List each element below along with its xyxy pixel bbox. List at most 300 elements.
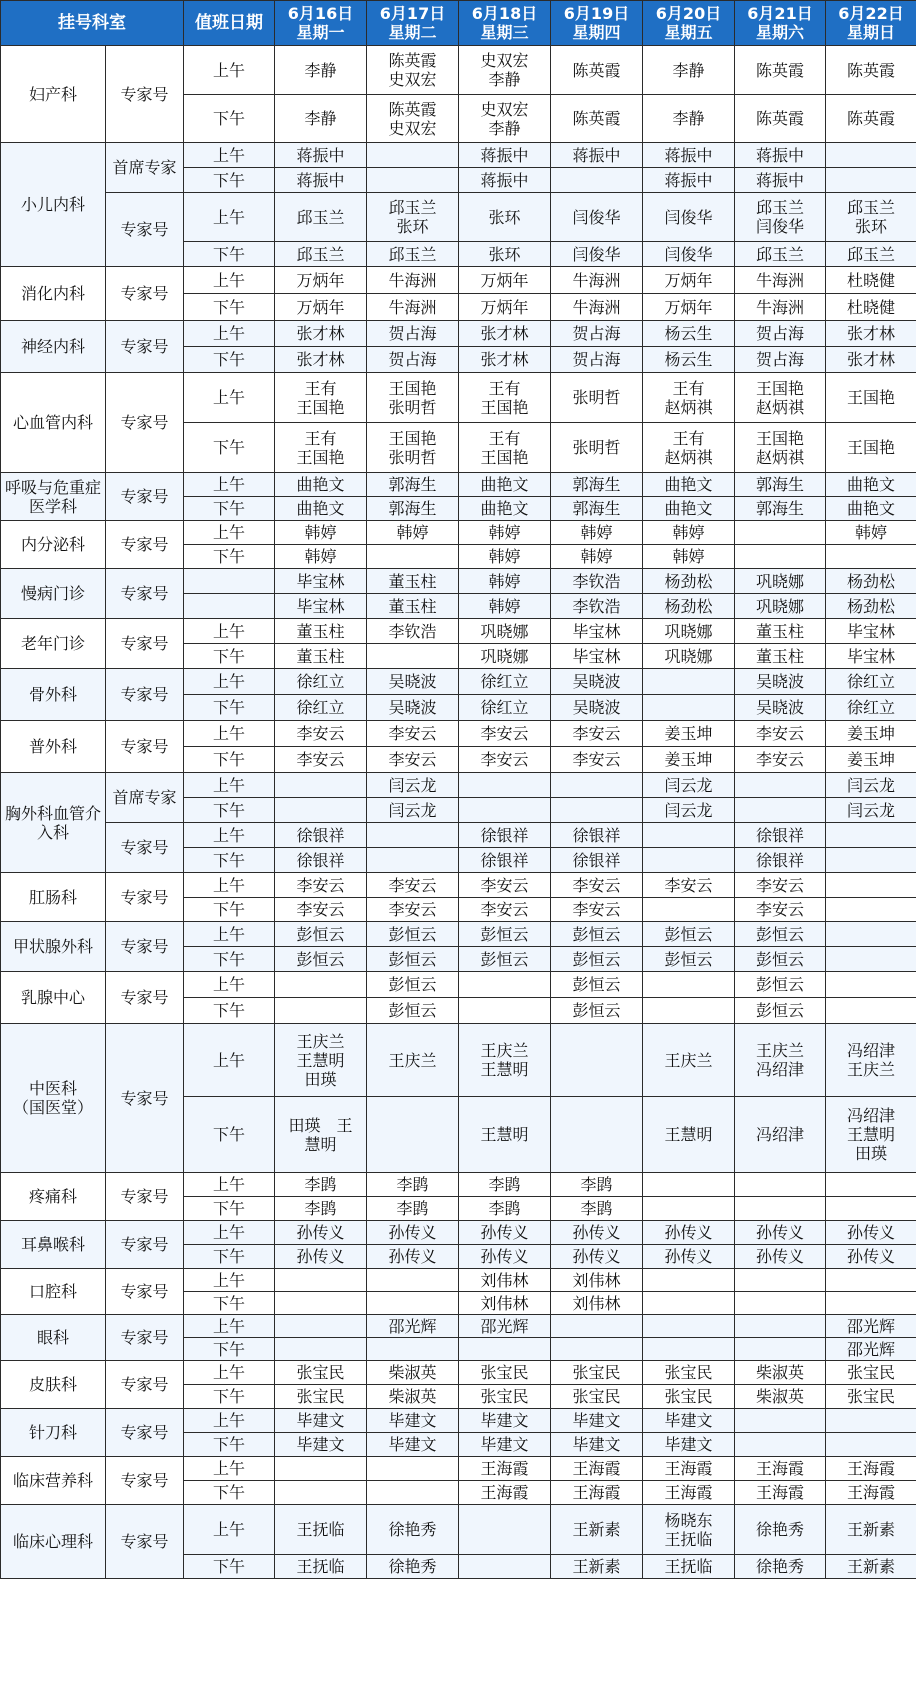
registration-type: 专家号 <box>106 569 184 619</box>
doctor-cell <box>735 545 826 569</box>
time-period: 上午 <box>184 972 275 998</box>
time-period: 下午 <box>184 747 275 773</box>
department-name: 慢病门诊 <box>1 569 106 619</box>
doctor-cell: 陈英霞 <box>735 95 826 143</box>
doctor-cell: 张宝民 <box>551 1361 643 1385</box>
doctor-cell: 彭恒云 <box>551 972 643 998</box>
doctor-cell: 王海霞 <box>551 1481 643 1505</box>
doctor-cell: 王庆兰 <box>643 1024 735 1097</box>
doctor-cell: 孙传义 <box>459 1245 551 1269</box>
doctor-cell: 李安云 <box>275 721 367 747</box>
doctor-cell: 韩婷 <box>643 545 735 569</box>
doctor-cell: 孙传义 <box>551 1245 643 1269</box>
doctor-cell: 韩婷 <box>275 545 367 569</box>
doctor-cell: 王抚临 <box>643 1555 735 1579</box>
doctor-cell: 闫俊华 <box>551 193 643 242</box>
doctor-cell <box>826 1409 916 1433</box>
time-period: 上午 <box>184 1505 275 1555</box>
doctor-cell: 董玉柱 <box>367 594 459 619</box>
doctor-cell: 陈英霞 <box>735 46 826 95</box>
department-name: 眼科 <box>1 1315 106 1361</box>
department-block <box>1 773 916 873</box>
doctor-cell: 姜玉坤 <box>826 721 916 747</box>
doctor-cell: 毕宝林 <box>275 594 367 619</box>
doctor-cell: 邱玉兰 <box>275 193 367 242</box>
doctor-cell: 毕宝林 <box>826 619 916 644</box>
doctor-cell: 彭恒云 <box>735 922 826 947</box>
doctor-cell: 韩婷 <box>459 545 551 569</box>
department-block <box>1 873 916 922</box>
doctor-cell <box>551 1024 643 1097</box>
doctor-cell: 孙传义 <box>643 1221 735 1245</box>
department-name: 小儿内科 <box>1 143 106 267</box>
time-period: 上午 <box>184 1221 275 1245</box>
time-period: 下午 <box>184 1292 275 1315</box>
department-block <box>1 1173 916 1221</box>
time-period <box>184 594 275 619</box>
doctor-cell <box>275 1457 367 1481</box>
doctor-cell: 陈英霞 史双宏 <box>367 46 459 95</box>
department-block <box>1 1409 916 1457</box>
registration-type: 专家号 <box>106 1457 184 1505</box>
schedule-row <box>1 1457 916 1481</box>
doctor-cell: 闫云龙 <box>367 798 459 823</box>
doctor-cell: 徐红立 <box>275 669 367 695</box>
doctor-cell: 王海霞 <box>459 1457 551 1481</box>
doctor-cell: 彭恒云 <box>735 947 826 972</box>
doctor-cell: 徐银祥 <box>735 848 826 873</box>
doctor-cell <box>643 1197 735 1221</box>
doctor-cell: 韩婷 <box>459 594 551 619</box>
department-name: 胸外科血管介入科 <box>1 773 106 873</box>
doctor-cell: 王国艳 张明哲 <box>367 423 459 473</box>
registration-type: 专家号 <box>106 46 184 143</box>
schedule-row <box>1 193 916 242</box>
doctor-cell: 邱玉兰 <box>275 242 367 267</box>
doctor-cell <box>551 1315 643 1338</box>
doctor-cell: 毕建文 <box>459 1433 551 1457</box>
doctor-cell: 刘伟林 <box>551 1292 643 1315</box>
registration-type: 专家号 <box>106 823 184 873</box>
time-period: 上午 <box>184 1361 275 1385</box>
doctor-cell <box>826 1173 916 1197</box>
doctor-cell: 孙传义 <box>826 1245 916 1269</box>
doctor-cell: 李安云 <box>551 873 643 898</box>
doctor-cell: 毕建文 <box>275 1433 367 1457</box>
time-period: 上午 <box>184 267 275 294</box>
doctor-cell <box>735 1173 826 1197</box>
registration-type: 专家号 <box>106 873 184 922</box>
doctor-cell: 李安云 <box>459 747 551 773</box>
doctor-cell: 曲艳文 <box>459 473 551 497</box>
time-period: 下午 <box>184 848 275 873</box>
registration-type: 专家号 <box>106 669 184 721</box>
schedule-row <box>1 922 916 947</box>
department-name: 中医科 （国医堂） <box>1 1024 106 1173</box>
doctor-cell: 孙传义 <box>367 1245 459 1269</box>
doctor-cell: 万炳年 <box>643 294 735 321</box>
doctor-cell <box>551 168 643 193</box>
doctor-cell: 李安云 <box>735 721 826 747</box>
doctor-cell <box>826 1197 916 1221</box>
doctor-cell <box>643 1292 735 1315</box>
doctor-cell <box>826 848 916 873</box>
department-block <box>1 569 916 619</box>
doctor-cell: 邵光辉 <box>826 1315 916 1338</box>
day-weekday: 星期一 <box>296 23 345 42</box>
department-name: 皮肤科 <box>1 1361 106 1409</box>
doctor-cell: 姜玉坤 <box>643 747 735 773</box>
schedule-row <box>1 1409 916 1433</box>
doctor-cell: 王海霞 <box>826 1457 916 1481</box>
doctor-cell: 李安云 <box>367 721 459 747</box>
doctor-cell <box>826 972 916 998</box>
doctor-cell: 毕建文 <box>643 1433 735 1457</box>
doctor-cell: 李鹍 <box>459 1197 551 1221</box>
day-date: 6月20日 <box>655 4 722 23</box>
doctor-cell: 李安云 <box>735 747 826 773</box>
doctor-cell: 徐艳秀 <box>367 1505 459 1555</box>
doctor-cell: 张才林 <box>826 321 916 347</box>
doctor-cell: 张宝民 <box>551 1385 643 1409</box>
doctor-cell: 王有 王国艳 <box>459 373 551 423</box>
doctor-cell: 巩晓娜 <box>735 569 826 594</box>
doctor-cell: 史双宏 李静 <box>459 46 551 95</box>
doctor-cell: 邱玉兰 张环 <box>826 193 916 242</box>
doctor-cell: 王海霞 <box>826 1481 916 1505</box>
doctor-cell <box>367 1269 459 1292</box>
time-period: 下午 <box>184 294 275 321</box>
doctor-cell: 李安云 <box>735 873 826 898</box>
doctor-cell <box>367 823 459 848</box>
time-period: 下午 <box>184 545 275 569</box>
department-block <box>1 373 916 473</box>
doctor-cell <box>275 1269 367 1292</box>
doctor-cell: 毕宝林 <box>275 569 367 594</box>
doctor-cell: 陈英霞 <box>551 46 643 95</box>
doctor-cell: 王国艳 <box>826 423 916 473</box>
doctor-cell: 董玉柱 <box>275 644 367 669</box>
department-name: 普外科 <box>1 721 106 773</box>
doctor-cell: 蒋振中 <box>275 143 367 168</box>
doctor-cell: 毕建文 <box>459 1409 551 1433</box>
doctor-cell: 贺占海 <box>367 347 459 373</box>
doctor-cell: 张才林 <box>459 321 551 347</box>
doctor-cell: 张宝民 <box>459 1385 551 1409</box>
doctor-cell: 王慧明 <box>459 1097 551 1173</box>
doctor-cell <box>551 1338 643 1361</box>
doctor-cell: 郭海生 <box>367 497 459 521</box>
department-name: 乳腺中心 <box>1 972 106 1024</box>
doctor-cell: 史双宏 李静 <box>459 95 551 143</box>
doctor-cell <box>367 644 459 669</box>
doctor-cell <box>643 823 735 848</box>
time-period: 下午 <box>184 898 275 922</box>
doctor-cell: 曲艳文 <box>826 497 916 521</box>
doctor-cell: 徐银祥 <box>735 823 826 848</box>
registration-type: 专家号 <box>106 922 184 972</box>
doctor-cell: 邵光辉 <box>826 1338 916 1361</box>
registration-type: 专家号 <box>106 1269 184 1315</box>
department-name: 消化内科 <box>1 267 106 321</box>
schedule-row <box>1 773 916 798</box>
time-period: 下午 <box>184 1555 275 1579</box>
time-period: 上午 <box>184 473 275 497</box>
doctor-cell: 李安云 <box>367 873 459 898</box>
doctor-cell: 张宝民 <box>826 1385 916 1409</box>
time-period: 下午 <box>184 1481 275 1505</box>
department-name: 口腔科 <box>1 1269 106 1315</box>
doctor-cell: 贺占海 <box>367 321 459 347</box>
registration-type: 首席专家 <box>106 773 184 823</box>
department-block <box>1 972 916 1024</box>
doctor-cell: 王慧明 <box>643 1097 735 1173</box>
doctor-cell: 韩婷 <box>275 521 367 545</box>
doctor-cell: 田瑛 王 慧明 <box>275 1097 367 1173</box>
doctor-cell: 邱玉兰 闫俊华 <box>735 193 826 242</box>
doctor-cell: 彭恒云 <box>551 947 643 972</box>
doctor-cell: 徐艳秀 <box>735 1505 826 1555</box>
time-period: 下午 <box>184 644 275 669</box>
schedule-row <box>1 972 916 998</box>
doctor-cell: 李安云 <box>275 873 367 898</box>
doctor-cell: 蒋振中 <box>643 143 735 168</box>
doctor-cell: 吴晓波 <box>735 669 826 695</box>
doctor-cell: 李安云 <box>275 898 367 922</box>
doctor-cell <box>826 1433 916 1457</box>
duty-date-header: 值班日期 <box>184 1 275 46</box>
doctor-cell <box>459 1555 551 1579</box>
doctor-cell: 吴晓波 <box>367 695 459 721</box>
doctor-cell: 王庆兰 王慧明 <box>459 1024 551 1097</box>
time-period: 上午 <box>184 1315 275 1338</box>
time-period: 上午 <box>184 619 275 644</box>
registration-type: 专家号 <box>106 619 184 669</box>
doctor-cell: 徐银祥 <box>459 823 551 848</box>
day-header <box>735 1 826 46</box>
doctor-cell: 邱玉兰 张环 <box>367 193 459 242</box>
doctor-cell <box>367 1292 459 1315</box>
doctor-cell: 贺占海 <box>735 347 826 373</box>
doctor-cell <box>826 545 916 569</box>
doctor-cell: 李静 <box>643 46 735 95</box>
doctor-cell <box>735 1338 826 1361</box>
time-period: 上午 <box>184 1269 275 1292</box>
doctor-cell <box>367 1457 459 1481</box>
doctor-cell: 曲艳文 <box>643 473 735 497</box>
doctor-cell: 李鹍 <box>367 1173 459 1197</box>
doctor-cell: 吴晓波 <box>551 669 643 695</box>
doctor-cell: 徐红立 <box>826 669 916 695</box>
doctor-cell: 杨云生 <box>643 347 735 373</box>
schedule-row <box>1 1361 916 1385</box>
time-period: 上午 <box>184 46 275 95</box>
doctor-cell <box>367 168 459 193</box>
department-block <box>1 1361 916 1409</box>
doctor-cell <box>735 773 826 798</box>
day-date: 6月17日 <box>379 4 446 23</box>
doctor-cell: 毕建文 <box>551 1433 643 1457</box>
doctor-cell: 孙传义 <box>367 1221 459 1245</box>
doctor-cell: 杨劲松 <box>826 569 916 594</box>
time-period: 上午 <box>184 373 275 423</box>
doctor-cell: 董玉柱 <box>735 619 826 644</box>
doctor-cell <box>275 1315 367 1338</box>
department-block <box>1 1505 916 1579</box>
doctor-cell <box>551 1097 643 1173</box>
doctor-cell: 杜晓健 <box>826 267 916 294</box>
doctor-cell: 董玉柱 <box>735 644 826 669</box>
time-period: 上午 <box>184 721 275 747</box>
doctor-cell: 蒋振中 <box>735 168 826 193</box>
department-name: 临床心理科 <box>1 1505 106 1579</box>
department-header: 挂号科室 <box>1 1 184 46</box>
doctor-cell: 贺占海 <box>735 321 826 347</box>
doctor-cell: 李鹍 <box>275 1197 367 1221</box>
doctor-cell: 陈英霞 <box>826 95 916 143</box>
doctor-cell: 王新素 <box>826 1505 916 1555</box>
doctor-cell <box>643 848 735 873</box>
doctor-cell: 刘伟林 <box>459 1269 551 1292</box>
doctor-cell <box>459 798 551 823</box>
schedule-row <box>1 1173 916 1197</box>
doctor-cell: 王抚临 <box>275 1505 367 1555</box>
doctor-cell: 曲艳文 <box>275 473 367 497</box>
doctor-cell: 韩婷 <box>826 521 916 545</box>
doctor-cell <box>643 972 735 998</box>
doctor-cell <box>551 773 643 798</box>
time-period: 下午 <box>184 998 275 1024</box>
doctor-cell: 王庆兰 王慧明 田瑛 <box>275 1024 367 1097</box>
doctor-cell: 张才林 <box>459 347 551 373</box>
time-period: 上午 <box>184 1173 275 1197</box>
doctor-cell <box>643 695 735 721</box>
day-date: 6月19日 <box>563 4 630 23</box>
department-name: 甲状腺外科 <box>1 922 106 972</box>
registration-type: 首席专家 <box>106 143 184 193</box>
doctor-cell: 姜玉坤 <box>826 747 916 773</box>
registration-type: 专家号 <box>106 473 184 521</box>
doctor-cell: 闫俊华 <box>643 242 735 267</box>
doctor-cell: 张宝民 <box>826 1361 916 1385</box>
doctor-cell <box>826 823 916 848</box>
department-name: 肛肠科 <box>1 873 106 922</box>
time-period: 上午 <box>184 1457 275 1481</box>
doctor-cell: 邵光辉 <box>367 1315 459 1338</box>
doctor-cell <box>459 998 551 1024</box>
doctor-cell <box>459 1505 551 1555</box>
doctor-cell: 曲艳文 <box>275 497 367 521</box>
doctor-cell <box>826 1292 916 1315</box>
time-period: 下午 <box>184 695 275 721</box>
doctor-cell: 李钦浩 <box>367 619 459 644</box>
doctor-cell: 陈英霞 <box>826 46 916 95</box>
doctor-cell: 王庆兰 <box>367 1024 459 1097</box>
doctor-cell: 牛海洲 <box>551 294 643 321</box>
day-weekday: 星期二 <box>388 23 437 42</box>
doctor-cell: 毕建文 <box>367 1433 459 1457</box>
doctor-cell: 李安云 <box>551 898 643 922</box>
doctor-cell <box>367 1097 459 1173</box>
schedule-row <box>1 1221 916 1245</box>
day-header <box>826 1 916 46</box>
schedule-row <box>1 1505 916 1555</box>
doctor-cell: 彭恒云 <box>367 972 459 998</box>
time-period: 上午 <box>184 669 275 695</box>
time-period: 下午 <box>184 1433 275 1457</box>
doctor-cell <box>275 1292 367 1315</box>
doctor-cell: 李安云 <box>643 873 735 898</box>
schedule-row <box>1 721 916 747</box>
doctor-cell: 曲艳文 <box>826 473 916 497</box>
time-period: 下午 <box>184 1245 275 1269</box>
doctor-cell: 王抚临 <box>275 1555 367 1579</box>
doctor-cell: 彭恒云 <box>275 922 367 947</box>
doctor-cell: 王国艳 <box>826 373 916 423</box>
doctor-cell: 蒋振中 <box>459 168 551 193</box>
day-weekday: 星期五 <box>664 23 713 42</box>
department-name: 妇产科 <box>1 46 106 143</box>
doctor-cell: 韩婷 <box>459 521 551 545</box>
doctor-cell: 李安云 <box>459 721 551 747</box>
time-period: 下午 <box>184 95 275 143</box>
doctor-cell: 王国艳 赵炳祺 <box>735 373 826 423</box>
doctor-cell: 李安云 <box>459 873 551 898</box>
doctor-cell: 牛海洲 <box>551 267 643 294</box>
registration-type: 专家号 <box>106 972 184 1024</box>
schedule-row <box>1 823 916 848</box>
doctor-cell: 毕建文 <box>367 1409 459 1433</box>
table-header <box>1 1 916 46</box>
doctor-cell <box>826 922 916 947</box>
department-name: 老年门诊 <box>1 619 106 669</box>
doctor-cell <box>275 998 367 1024</box>
time-period: 下午 <box>184 497 275 521</box>
doctor-cell: 韩婷 <box>551 521 643 545</box>
doctor-cell: 徐银祥 <box>459 848 551 873</box>
doctor-cell: 张宝民 <box>275 1361 367 1385</box>
doctor-cell: 徐银祥 <box>275 848 367 873</box>
registration-type: 专家号 <box>106 321 184 373</box>
doctor-cell: 杨劲松 <box>643 569 735 594</box>
department-name: 临床营养科 <box>1 1457 106 1505</box>
doctor-cell: 李钦浩 <box>551 569 643 594</box>
schedule-row <box>1 569 916 594</box>
doctor-cell: 柴淑英 <box>735 1385 826 1409</box>
time-period: 上午 <box>184 873 275 898</box>
doctor-cell: 贺占海 <box>551 347 643 373</box>
day-header <box>551 1 643 46</box>
doctor-cell: 蒋振中 <box>551 143 643 168</box>
doctor-cell: 彭恒云 <box>459 947 551 972</box>
doctor-cell: 李静 <box>275 46 367 95</box>
schedule-row <box>1 669 916 695</box>
doctor-cell: 李安云 <box>367 898 459 922</box>
time-period: 下午 <box>184 423 275 473</box>
time-period: 上午 <box>184 521 275 545</box>
time-period: 上午 <box>184 773 275 798</box>
registration-type: 专家号 <box>106 1173 184 1221</box>
doctor-cell: 闫云龙 <box>643 773 735 798</box>
doctor-cell: 李静 <box>275 95 367 143</box>
doctor-cell: 徐银祥 <box>275 823 367 848</box>
doctor-cell: 冯绍津 王慧明 田瑛 <box>826 1097 916 1173</box>
registration-type: 专家号 <box>106 721 184 773</box>
doctor-cell: 冯绍津 王庆兰 <box>826 1024 916 1097</box>
schedule-row <box>1 1269 916 1292</box>
doctor-cell: 蒋振中 <box>275 168 367 193</box>
doctor-cell: 王海霞 <box>735 1481 826 1505</box>
